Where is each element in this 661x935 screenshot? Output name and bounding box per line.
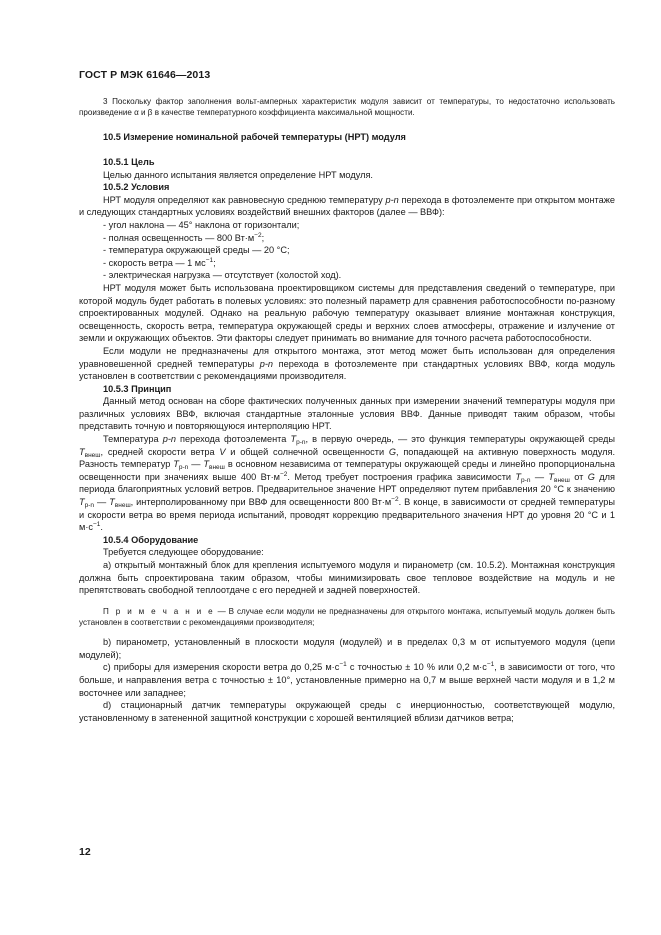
equipment-item-b: b) пиранометр, установленный в плоскости модуля (модулей) и в пределах 0,3 м от испытуемого модуля (цепи модулей); — [79, 637, 615, 660]
page-content — [79, 96, 615, 724]
section-title: 10.5 Измерение номинальной рабочей температуры (НРТ) модуля — [103, 132, 406, 143]
principle-paragraph-1: Данный метод основан на сборе фактических полученных данных при измерении значений температуры модуля при различных условиях ВВФ, включая стандартные эталонные условия ВВФ. Данные приводят таким образом, чтобы представить точную и повторяющуюся интерполяцию НРТ. — [79, 396, 615, 432]
page-number: 12 — [79, 846, 91, 858]
subsection-10-5-1-title: 10.5.1 Цель — [103, 157, 155, 167]
subsection-10-5-1-text: Целью данного испытания является определение НРТ модуля. — [103, 169, 373, 180]
condition-item: - температура окружающей среды — 20 °C; — [103, 245, 290, 256]
equipment-note: П р и м е ч а н и е — В случае если модули не предназначены для открытого монтажа, испытуемый модуль должен быть установлен в соответствии с рекомендациями производителя; — [79, 606, 615, 627]
note-3: 3 Поскольку фактор заполнения вольт-амперных характеристик модуля зависит от температуры, то недостаточно использовать произведение α и β в качестве температурного коэффициента максимальной мощности. — [79, 97, 615, 118]
condition-item: - угол наклона — 45° наклона от горизонтали; — [103, 219, 300, 230]
condition-item: - электрическая нагрузка — отсутствует (холостой ход). — [103, 270, 342, 281]
conditions-intro: НРТ модуля определяют как равновесную среднюю температуру p-n перехода в фотоэлементе при открытом монтаже и следующих стандартных условиях воздействий внешних факторов (далее — ВВФ): — [79, 194, 615, 218]
equipment-item-a: а) открытый монтажный блок для крепления испытуемого модуля и пиранометр (см. 10.5.2). Монтажная конструкция должна быть спроектирована таким образом, чтобы минимизировать свое тепловое воздействие на модуль и не препятствовать свободной теплоотдаче с его передней и задней поверхностей. — [79, 560, 615, 596]
document-header: ГОСТ Р МЭК 61646—2013 — [79, 69, 211, 81]
condition-item: - полная освещенность — 800 $Вт\cdot м^{-2}$; — [103, 231, 265, 243]
principle-paragraph-2: Температура p-n перехода фотоэлемента $T_{p-n}$, в первую очередь, — это функция температуры окружающей среды $T_{внеш}$, средней скорости ветра V и общей солнечной освещенности G, попадающей на активную поверхность модуля. Разность температур $T_{p-n}$ — $T_{внеш}$ в основном независима от температуры окружающей среды и линейно пропорциональна освещенности при значениях выше 400 $Вт\cdot м^{-2}$. Метод требует построения графика зависимости $T_{p-n}$ — $T_{внеш}$ от G для периода благоприятных условий ветров. Предварительное значение НРТ определяют путем прибавления 20 °C к значению $T_{p-n}$ — $T_{внеш}$, интерполированному при ВВФ для освещенности 800 $Вт\cdot м^{-2}$. В конце, в зависимости от средней температуры и скорости ветра во время периода испытаний, проводят коррекцию предварительного значения НРТ до уровня 20 °C и 1 $м\cdot с^{-1}$. — [79, 434, 616, 533]
conditions-paragraph-2: Если модули не предназначены для открытого монтажа, этот метод может быть использован для определения уравновешенной средней температуры p-n перехода в фотоэлементе при стандартных условиях ВВФ, когда модуль установлен в соответствии с рекомендациями производителя. — [79, 345, 616, 382]
condition-item: - скорость ветра — 1 $мс^{-1}$; — [103, 256, 216, 268]
equipment-item-c: с) приборы для измерения скорости ветра до 0,25 $м\cdot с^{-1}$ с точностью ± 10 % или 0,2 $м\cdot с^{-1}$, в зависимости от того, что больше, и направления ветра с точностью ± 10°, установленные примерно на 0,7 м выше верхней части модуля и в 1,2 м восточнее или западнее; — [79, 661, 615, 698]
subsection-10-5-3-title: 10.5.3 Принцип — [103, 383, 172, 394]
subsection-10-5-2-title: 10.5.2 Условия — [103, 182, 170, 193]
equipment-intro: Требуется следующее оборудование: — [103, 547, 264, 558]
equipment-item-d: d) стационарный датчик температуры окружающей среды с инерционностью, соответствующей модулю, установленному в затененной защитной конструкции с хорошей вентиляцией вблизи датчиков ветра; — [79, 700, 615, 723]
subsection-10-5-4-title: 10.5.4 Оборудование — [103, 534, 199, 545]
conditions-paragraph-1: НРТ модуля может быть использована проектировщиком системы для представления сведений о температуре, при которой модуль будет работать в полевых условиях: это полезный параметр для сравнения работоспособности по-разному спроектированных модулей. Однако на реальную рабочую температуру оказывает влияние монтажная конструкция, освещенность, скорость ветра, температура окружающей среды и верхних слоев атмосферы, отражение и излучение от земли и окружающих объектов. Эти факторы следует принимать во внимание для точного расчета работоспособности. — [79, 282, 615, 344]
